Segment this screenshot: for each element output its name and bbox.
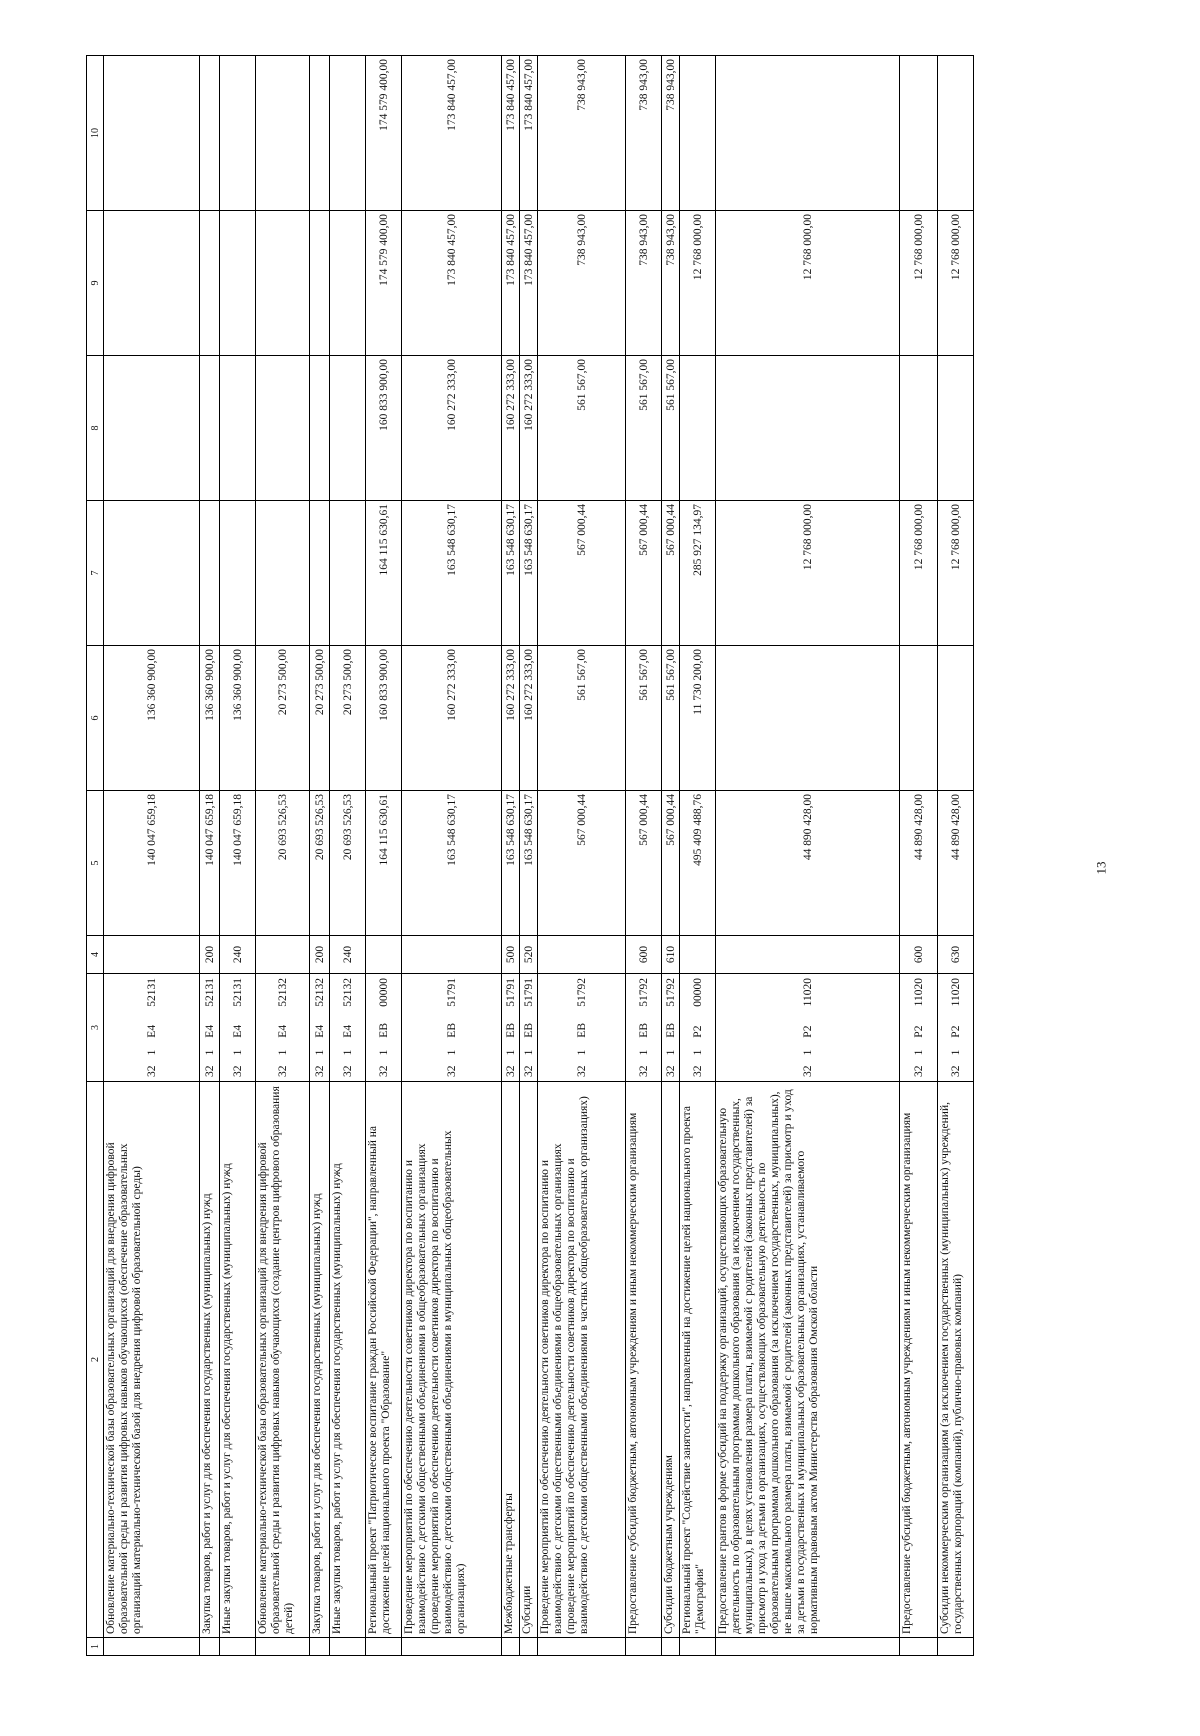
cell-amount-c7: 12 768 000,00 (900, 501, 938, 646)
code-part-k4: 51791 (445, 978, 458, 1007)
cell-amount-c10 (256, 56, 310, 211)
cell-amount-c6: 561 567,00 (538, 646, 626, 791)
cell-amount-c5: 140 047 659,18 (104, 791, 200, 936)
cell-amount-c9 (104, 211, 200, 356)
cell-amount-c8 (938, 356, 974, 501)
cell-code (538, 974, 626, 1082)
code-part-k3: Р2 (912, 1025, 925, 1038)
cell-code (900, 974, 938, 1082)
code-part-k3: Р2 (949, 1025, 962, 1038)
cell-name: Закупка товаров, работ и услуг для обеспечения государственных (муниципальных) нужд (200, 1082, 220, 1638)
cell-empty (502, 1638, 520, 1656)
cell-amount-c7 (256, 501, 310, 646)
cell-amount-c8: 561 567,00 (538, 356, 626, 501)
cell-amount-c5: 44 890 428,00 (716, 791, 900, 936)
cell-amount-c9: 12 768 000,00 (716, 211, 900, 356)
code-part-k1: 32 (313, 1065, 326, 1077)
table-row (220, 56, 256, 1656)
code-part-k1: 32 (691, 1065, 704, 1077)
code-part-k4: 11020 (912, 978, 925, 1007)
code-part-k4: 52131 (145, 978, 158, 1007)
cell-amount-c9: 173 840 457,00 (502, 211, 520, 356)
cell-amount-c9: 738 943,00 (626, 211, 662, 356)
cell-amount-c5: 44 890 428,00 (900, 791, 938, 936)
cell-empty (716, 1638, 900, 1656)
cell-empty (256, 1638, 310, 1656)
column-header-2: 2 (87, 1082, 104, 1638)
cell-amount-c5: 495 409 488,76 (680, 791, 716, 936)
cell-expense-type: 600 (626, 936, 662, 974)
cell-empty (900, 1638, 938, 1656)
cell-amount-c9 (200, 211, 220, 356)
table-row (938, 56, 974, 1656)
code-part-k2: 1 (949, 1049, 962, 1056)
code-part-k4: 52131 (203, 978, 216, 1007)
column-header-10: 10 (87, 56, 104, 211)
cell-amount-c6: 561 567,00 (662, 646, 680, 791)
code-part-k2: 1 (575, 1049, 588, 1056)
cell-empty (310, 1638, 330, 1656)
cell-amount-c6: 136 360 900,00 (220, 646, 256, 791)
table-row (538, 56, 626, 1656)
code-part-k4: 51791 (522, 978, 535, 1007)
code-part-k2: 1 (522, 1049, 535, 1056)
cell-code (680, 974, 716, 1082)
code-part-k3: ЕВ (504, 1022, 517, 1038)
cell-amount-c9: 173 840 457,00 (402, 211, 502, 356)
cell-amount-c10: 738 943,00 (538, 56, 626, 211)
cell-empty (520, 1638, 538, 1656)
cell-amount-c10: 174 579 400,00 (366, 56, 402, 211)
cell-expense-type (680, 936, 716, 974)
cell-amount-c6: 11 730 200,00 (680, 646, 716, 791)
cell-name: Предоставление субсидий бюджетным, автономным учреждениям и иным некоммерческим организациям (626, 1082, 662, 1638)
code-part-k3: Е4 (231, 1024, 244, 1038)
table-row (502, 56, 520, 1656)
cell-empty (662, 1638, 680, 1656)
code-part-k2: 1 (377, 1049, 390, 1056)
cell-amount-c8 (680, 356, 716, 501)
cell-empty (200, 1638, 220, 1656)
code-part-k3: ЕВ (377, 1022, 390, 1038)
cell-amount-c6: 160 272 333,00 (520, 646, 538, 791)
code-part-k1: 32 (949, 1065, 962, 1077)
cell-name: Предоставление грантов в форме субсидий на поддержку организаций, осуществляющих образовательную деятельность по образовательным программам дошкольного образования (за исключением государственных, муниципальных), в целях установления размера платы, взимаемой с родителей (законных представителей) за присмотр и уход за детьми в организациях, осуществляющих образовательную деятельность по образовательным программам дошкольного образования (за исключением государственных, муниципальных), не выше максимального размера платы, взимаемой с родителей (законных представителей) за присмотр и уход за детьми в государственных и муниципальных образовательных организациях, устанавливаемого нормативным правовым актом Министерства образования Омской области (716, 1082, 900, 1638)
code-part-k3: ЕВ (522, 1022, 535, 1038)
table-row (402, 56, 502, 1656)
table-row (104, 56, 200, 1656)
cell-amount-c10 (200, 56, 220, 211)
cell-amount-c7: 12 768 000,00 (938, 501, 974, 646)
cell-amount-c9 (330, 211, 366, 356)
cell-expense-type: 520 (520, 936, 538, 974)
cell-empty (538, 1638, 626, 1656)
cell-amount-c5: 140 047 659,18 (220, 791, 256, 936)
table-row (256, 56, 310, 1656)
cell-amount-c7: 163 548 630,17 (402, 501, 502, 646)
code-part-k2: 1 (276, 1049, 289, 1056)
table-body (104, 56, 974, 1656)
code-part-k4: 00000 (691, 978, 704, 1007)
cell-name: Предоставление субсидий бюджетным, автономным учреждениям и иным некоммерческим организациям (900, 1082, 938, 1638)
table-row (330, 56, 366, 1656)
code-part-k4: 52132 (341, 978, 354, 1007)
cell-amount-c8: 160 272 333,00 (402, 356, 502, 501)
cell-amount-c9: 173 840 457,00 (520, 211, 538, 356)
table-row (680, 56, 716, 1656)
cell-amount-c9: 738 943,00 (538, 211, 626, 356)
cell-amount-c7: 567 000,44 (662, 501, 680, 646)
code-part-k2: 1 (341, 1049, 354, 1056)
cell-amount-c7 (104, 501, 200, 646)
cell-code (502, 974, 520, 1082)
cell-amount-c7: 285 927 134,97 (680, 501, 716, 646)
cell-code (310, 974, 330, 1082)
cell-amount-c8 (200, 356, 220, 501)
cell-amount-c8: 160 272 333,00 (502, 356, 520, 501)
cell-empty (366, 1638, 402, 1656)
code-part-k3: ЕВ (445, 1022, 458, 1038)
code-part-k2: 1 (801, 1049, 814, 1056)
code-part-k1: 32 (231, 1065, 244, 1077)
cell-amount-c6 (938, 646, 974, 791)
cell-empty (104, 1638, 200, 1656)
code-part-k3: ЕВ (664, 1022, 677, 1038)
code-part-k1: 32 (377, 1065, 390, 1077)
cell-amount-c5: 44 890 428,00 (938, 791, 974, 936)
cell-code (366, 974, 402, 1082)
cell-amount-c9 (220, 211, 256, 356)
cell-name: Иные закупки товаров, работ и услуг для обеспечения государственных (муниципальных) нужд (330, 1082, 366, 1638)
code-part-k2: 1 (145, 1049, 158, 1056)
cell-amount-c7 (310, 501, 330, 646)
cell-amount-c9: 738 943,00 (662, 211, 680, 356)
cell-amount-c10: 173 840 457,00 (502, 56, 520, 211)
code-part-k2: 1 (912, 1049, 925, 1056)
code-part-k1: 32 (637, 1065, 650, 1077)
cell-amount-c5: 163 548 630,17 (502, 791, 520, 936)
cell-amount-c8: 561 567,00 (626, 356, 662, 501)
cell-code (662, 974, 680, 1082)
cell-empty (330, 1638, 366, 1656)
column-header-1: 1 (87, 1638, 104, 1656)
cell-amount-c10: 173 840 457,00 (520, 56, 538, 211)
cell-amount-c7: 12 768 000,00 (716, 501, 900, 646)
cell-amount-c7: 164 115 630,61 (366, 501, 402, 646)
cell-amount-c10 (900, 56, 938, 211)
code-part-k2: 1 (691, 1049, 704, 1056)
cell-amount-c7: 567 000,44 (538, 501, 626, 646)
cell-amount-c8 (900, 356, 938, 501)
cell-amount-c8 (330, 356, 366, 501)
cell-expense-type: 630 (938, 936, 974, 974)
cell-amount-c6: 136 360 900,00 (104, 646, 200, 791)
cell-amount-c10 (716, 56, 900, 211)
code-part-k2: 1 (231, 1049, 244, 1056)
cell-expense-type (256, 936, 310, 974)
header-row (87, 56, 104, 1656)
cell-name: Обновление материально-технической базы образовательных организаций для внедрения цифровой образовательной среды и развития цифровых навыков обучающихся (создание центров цифрового образования детей) (256, 1082, 310, 1638)
cell-expense-type (104, 936, 200, 974)
cell-expense-type: 600 (900, 936, 938, 974)
code-part-k3: Е4 (341, 1024, 354, 1038)
code-part-k4: 51791 (504, 978, 517, 1007)
cell-amount-c6: 136 360 900,00 (200, 646, 220, 791)
page-number: 13 (1093, 861, 1109, 875)
cell-amount-c6: 20 273 500,00 (310, 646, 330, 791)
cell-amount-c5: 20 693 526,53 (310, 791, 330, 936)
code-part-k4: 52131 (231, 978, 244, 1007)
code-part-k3: Е4 (145, 1024, 158, 1038)
cell-name: Проведение мероприятий по обеспечению деятельности советников директора по воспитанию и взаимодействию с детскими общественными объединениями в общеобразовательных организациях (проведение мероприятий по обеспечению деятельности советников директора по воспитанию и взаимодействию с детскими общественными объединениями в частных общеобразовательных организациях) (538, 1082, 626, 1638)
code-part-k2: 1 (313, 1049, 326, 1056)
cell-amount-c8 (256, 356, 310, 501)
code-part-k2: 1 (504, 1049, 517, 1056)
cell-expense-type: 200 (200, 936, 220, 974)
code-part-k1: 32 (341, 1065, 354, 1077)
column-header-3: 3 (87, 974, 104, 1082)
cell-expense-type (716, 936, 900, 974)
column-header-9: 9 (87, 211, 104, 356)
cell-expense-type (366, 936, 402, 974)
cell-code (520, 974, 538, 1082)
cell-name: Проведение мероприятий по обеспечению деятельности советников директора по воспитанию и взаимодействию с детскими общественными объединениями в общеобразовательных организациях (проведение мероприятий по обеспечению деятельности советников директора по воспитанию и взаимодействию с детскими общественными объединениями в муниципальных общеобразовательных организациях) (402, 1082, 502, 1638)
cell-name: Субсидии бюджетным учреждениям (662, 1082, 680, 1638)
code-part-k4: 51792 (637, 978, 650, 1007)
cell-expense-type: 610 (662, 936, 680, 974)
code-part-k3: Е4 (203, 1024, 216, 1038)
cell-amount-c10: 738 943,00 (626, 56, 662, 211)
table-row (200, 56, 220, 1656)
budget-table (86, 55, 974, 1656)
cell-amount-c8 (716, 356, 900, 501)
cell-amount-c6: 160 272 333,00 (502, 646, 520, 791)
rotated-page (86, 56, 1106, 1656)
cell-amount-c5: 20 693 526,53 (256, 791, 310, 936)
code-part-k2: 1 (445, 1049, 458, 1056)
cell-amount-c8: 160 833 900,00 (366, 356, 402, 501)
code-part-k2: 1 (203, 1049, 216, 1056)
cell-code (716, 974, 900, 1082)
cell-amount-c7: 163 548 630,17 (502, 501, 520, 646)
code-part-k4: 52132 (313, 978, 326, 1007)
code-part-k1: 32 (203, 1065, 216, 1077)
cell-empty (938, 1638, 974, 1656)
cell-code (626, 974, 662, 1082)
cell-amount-c9: 12 768 000,00 (680, 211, 716, 356)
column-header-5: 5 (87, 791, 104, 936)
cell-amount-c8 (220, 356, 256, 501)
table-row (366, 56, 402, 1656)
table-row (716, 56, 900, 1656)
cell-name: Иные закупки товаров, работ и услуг для обеспечения государственных (муниципальных) нужд (220, 1082, 256, 1638)
code-part-k4: 11020 (801, 978, 814, 1007)
table-row (900, 56, 938, 1656)
cell-amount-c8 (310, 356, 330, 501)
cell-amount-c10 (680, 56, 716, 211)
code-part-k4: 51792 (575, 978, 588, 1007)
code-part-k3: Е4 (313, 1024, 326, 1038)
cell-amount-c7: 163 548 630,17 (520, 501, 538, 646)
cell-amount-c5: 567 000,44 (662, 791, 680, 936)
code-part-k4: 51792 (664, 978, 677, 1007)
code-part-k1: 32 (575, 1065, 588, 1077)
cell-amount-c10 (938, 56, 974, 211)
cell-amount-c8: 561 567,00 (662, 356, 680, 501)
code-part-k3: Р2 (801, 1025, 814, 1038)
cell-empty (626, 1638, 662, 1656)
cell-amount-c9 (256, 211, 310, 356)
cell-name: Субсидии некоммерческим организациям (за исключением государственных (муниципальных) учреждений, государственных корпораций (компаний), публично-правовых компаний) (938, 1082, 974, 1638)
cell-amount-c6: 160 272 333,00 (402, 646, 502, 791)
cell-amount-c5: 567 000,44 (626, 791, 662, 936)
cell-code (220, 974, 256, 1082)
cell-name: Межбюджетные трансферты (502, 1082, 520, 1638)
cell-amount-c7 (330, 501, 366, 646)
table-row (662, 56, 680, 1656)
code-part-k3: Е4 (276, 1024, 289, 1038)
column-header-4: 4 (87, 936, 104, 974)
table-row (626, 56, 662, 1656)
cell-amount-c10 (220, 56, 256, 211)
column-header-7: 7 (87, 501, 104, 646)
cell-code (402, 974, 502, 1082)
code-part-k1: 32 (664, 1065, 677, 1077)
code-part-k1: 32 (504, 1065, 517, 1077)
cell-expense-type (538, 936, 626, 974)
cell-expense-type: 500 (502, 936, 520, 974)
code-part-k3: ЕВ (637, 1022, 650, 1038)
cell-amount-c5: 163 548 630,17 (520, 791, 538, 936)
cell-amount-c6 (716, 646, 900, 791)
cell-expense-type: 240 (220, 936, 256, 974)
cell-amount-c9 (310, 211, 330, 356)
cell-expense-type: 240 (330, 936, 366, 974)
cell-amount-c7: 567 000,44 (626, 501, 662, 646)
column-header-8: 8 (87, 356, 104, 501)
cell-amount-c6 (900, 646, 938, 791)
cell-amount-c5: 164 115 630,61 (366, 791, 402, 936)
cell-code (330, 974, 366, 1082)
cell-amount-c5: 140 047 659,18 (200, 791, 220, 936)
cell-name: Региональный проект "Содействие занятости", направленный на достижение целей национального проекта "Демография" (680, 1082, 716, 1638)
cell-empty (220, 1638, 256, 1656)
cell-amount-c9: 174 579 400,00 (366, 211, 402, 356)
table-row (520, 56, 538, 1656)
cell-amount-c6: 20 273 500,00 (330, 646, 366, 791)
code-part-k3: ЕВ (575, 1022, 588, 1038)
cell-code (938, 974, 974, 1082)
code-part-k2: 1 (637, 1049, 650, 1056)
cell-code (104, 974, 200, 1082)
code-part-k2: 1 (664, 1049, 677, 1056)
code-part-k1: 32 (145, 1065, 158, 1077)
code-part-k4: 11020 (949, 978, 962, 1007)
cell-amount-c10: 738 943,00 (662, 56, 680, 211)
cell-amount-c6: 160 833 900,00 (366, 646, 402, 791)
cell-amount-c5: 163 548 630,17 (402, 791, 502, 936)
code-part-k1: 32 (445, 1065, 458, 1077)
code-part-k1: 32 (276, 1065, 289, 1077)
cell-empty (680, 1638, 716, 1656)
cell-expense-type: 200 (310, 936, 330, 974)
cell-code (256, 974, 310, 1082)
code-part-k1: 32 (912, 1065, 925, 1077)
code-part-k3: Р2 (691, 1025, 704, 1038)
cell-empty (402, 1638, 502, 1656)
cell-amount-c6: 561 567,00 (626, 646, 662, 791)
column-header-6: 6 (87, 646, 104, 791)
cell-amount-c9: 12 768 000,00 (938, 211, 974, 356)
cell-amount-c5: 20 693 526,53 (330, 791, 366, 936)
cell-name: Обновление материально-технической базы образовательных организаций для внедрения цифровой образовательной среды и развития цифровых навыков обучающихся (обеспечение образовательных организаций материально-технической базой для внедрения цифровой образовательной среды) (104, 1082, 200, 1638)
code-part-k4: 00000 (377, 978, 390, 1007)
code-part-k1: 32 (522, 1065, 535, 1077)
cell-expense-type (402, 936, 502, 974)
cell-amount-c10 (310, 56, 330, 211)
cell-name: Закупка товаров, работ и услуг для обеспечения государственных (муниципальных) нужд (310, 1082, 330, 1638)
cell-amount-c8: 160 272 333,00 (520, 356, 538, 501)
cell-amount-c6: 20 273 500,00 (256, 646, 310, 791)
cell-amount-c7 (220, 501, 256, 646)
cell-amount-c10 (330, 56, 366, 211)
cell-amount-c7 (200, 501, 220, 646)
cell-amount-c8 (104, 356, 200, 501)
cell-amount-c10 (104, 56, 200, 211)
cell-amount-c10: 173 840 457,00 (402, 56, 502, 211)
code-part-k1: 32 (801, 1065, 814, 1077)
table-row (310, 56, 330, 1656)
cell-name: Субсидии (520, 1082, 538, 1638)
cell-amount-c5: 567 000,44 (538, 791, 626, 936)
cell-amount-c9: 12 768 000,00 (900, 211, 938, 356)
code-part-k4: 52132 (276, 978, 289, 1007)
cell-name: Региональный проект "Патриотическое воспитание граждан Российской Федерации", направленный на достижение целей национального проекта "Образование" (366, 1082, 402, 1638)
cell-code (200, 974, 220, 1082)
